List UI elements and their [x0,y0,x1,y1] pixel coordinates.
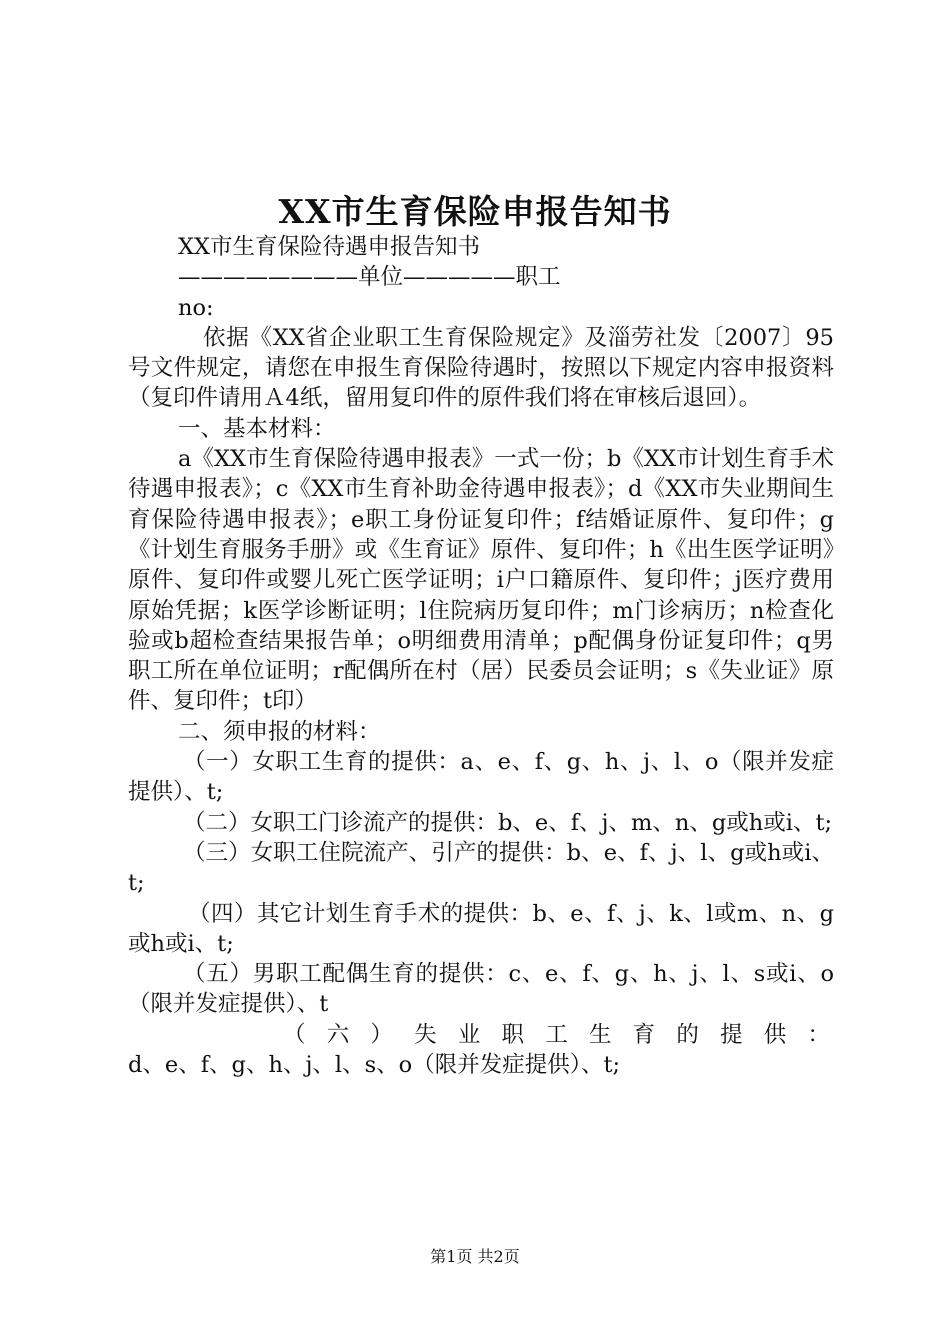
document-title: XX市生育保险申报告知书 [278,192,672,231]
document-body [128,232,834,1080]
item6-heading: （六）失业职工生育的提供： [283,1021,834,1048]
list-item: （五）男职工配偶生育的提供：c、e、f、g、h、j、l、s或i、o（限并发症提供）、t [128,961,834,1018]
list-item: （四）其它计划生育手术的提供：b、e、f、j、k、l或m、n、g或h或i、t; [128,900,834,957]
section1-body: a《XX市生育保险待遇申报表》一式一份；b《XX市计划生育手术待遇申报表》；c《XX市生育补助金待遇申报表》；d《XX市失业期间生育保险待遇申报表》；e职工身份证复印件；f结婚证原件、复印件；g《计划生育服务手册》或《生育证》原件、复印件；h《出生医学证明》原件、复印件或婴儿死亡医学证明；i户口籍原件、复印件；j医疗费用原始凭据；k医学诊断证明；l住院病历复印件；m门诊病历；n检查化验或b超检查结果报告单；o明细费用清单；p配偶身份证复印件；q男职工所在单位证明；r配偶所在村（居）民委员会证明；s《失业证》原件、复印件；t印） [128,446,834,715]
section2-heading: 二、须申报的材料： [178,718,381,745]
list-item: （三）女职工住院流产、引产的提供：b、e、f、j、l、g或h或i、t; [128,839,834,897]
page-footer: 第1页 共2页 [430,1247,520,1266]
unit-line: ————————单位—————职工 [178,264,561,291]
list-item: （二）女职工门诊流产的提供：b、e、f、j、m、n、g或h或i、t; [183,809,833,836]
item6-body: d、e、f、g、h、j、l、s、o（限并发症提供）、t; [128,1052,621,1079]
subtitle-line: XX市生育保险待遇申报告知书 [178,234,481,260]
list-item: （一）女职工生育的提供：a、e、f、g、h、j、l、o（限并发症提供）、t; [128,749,834,806]
no-line: no: [178,294,214,321]
section1-heading: 一、基本材料： [178,415,336,442]
intro-paragraph: 依据《XX省企业职工生育保险规定》及淄劳社发〔2007〕95号文件规定，请您在申报生育保险待遇时，按照以下规定内容申报资料（复印件请用Ａ4纸，留用复印件的原件我们将在审核后退回）。 [128,324,834,412]
